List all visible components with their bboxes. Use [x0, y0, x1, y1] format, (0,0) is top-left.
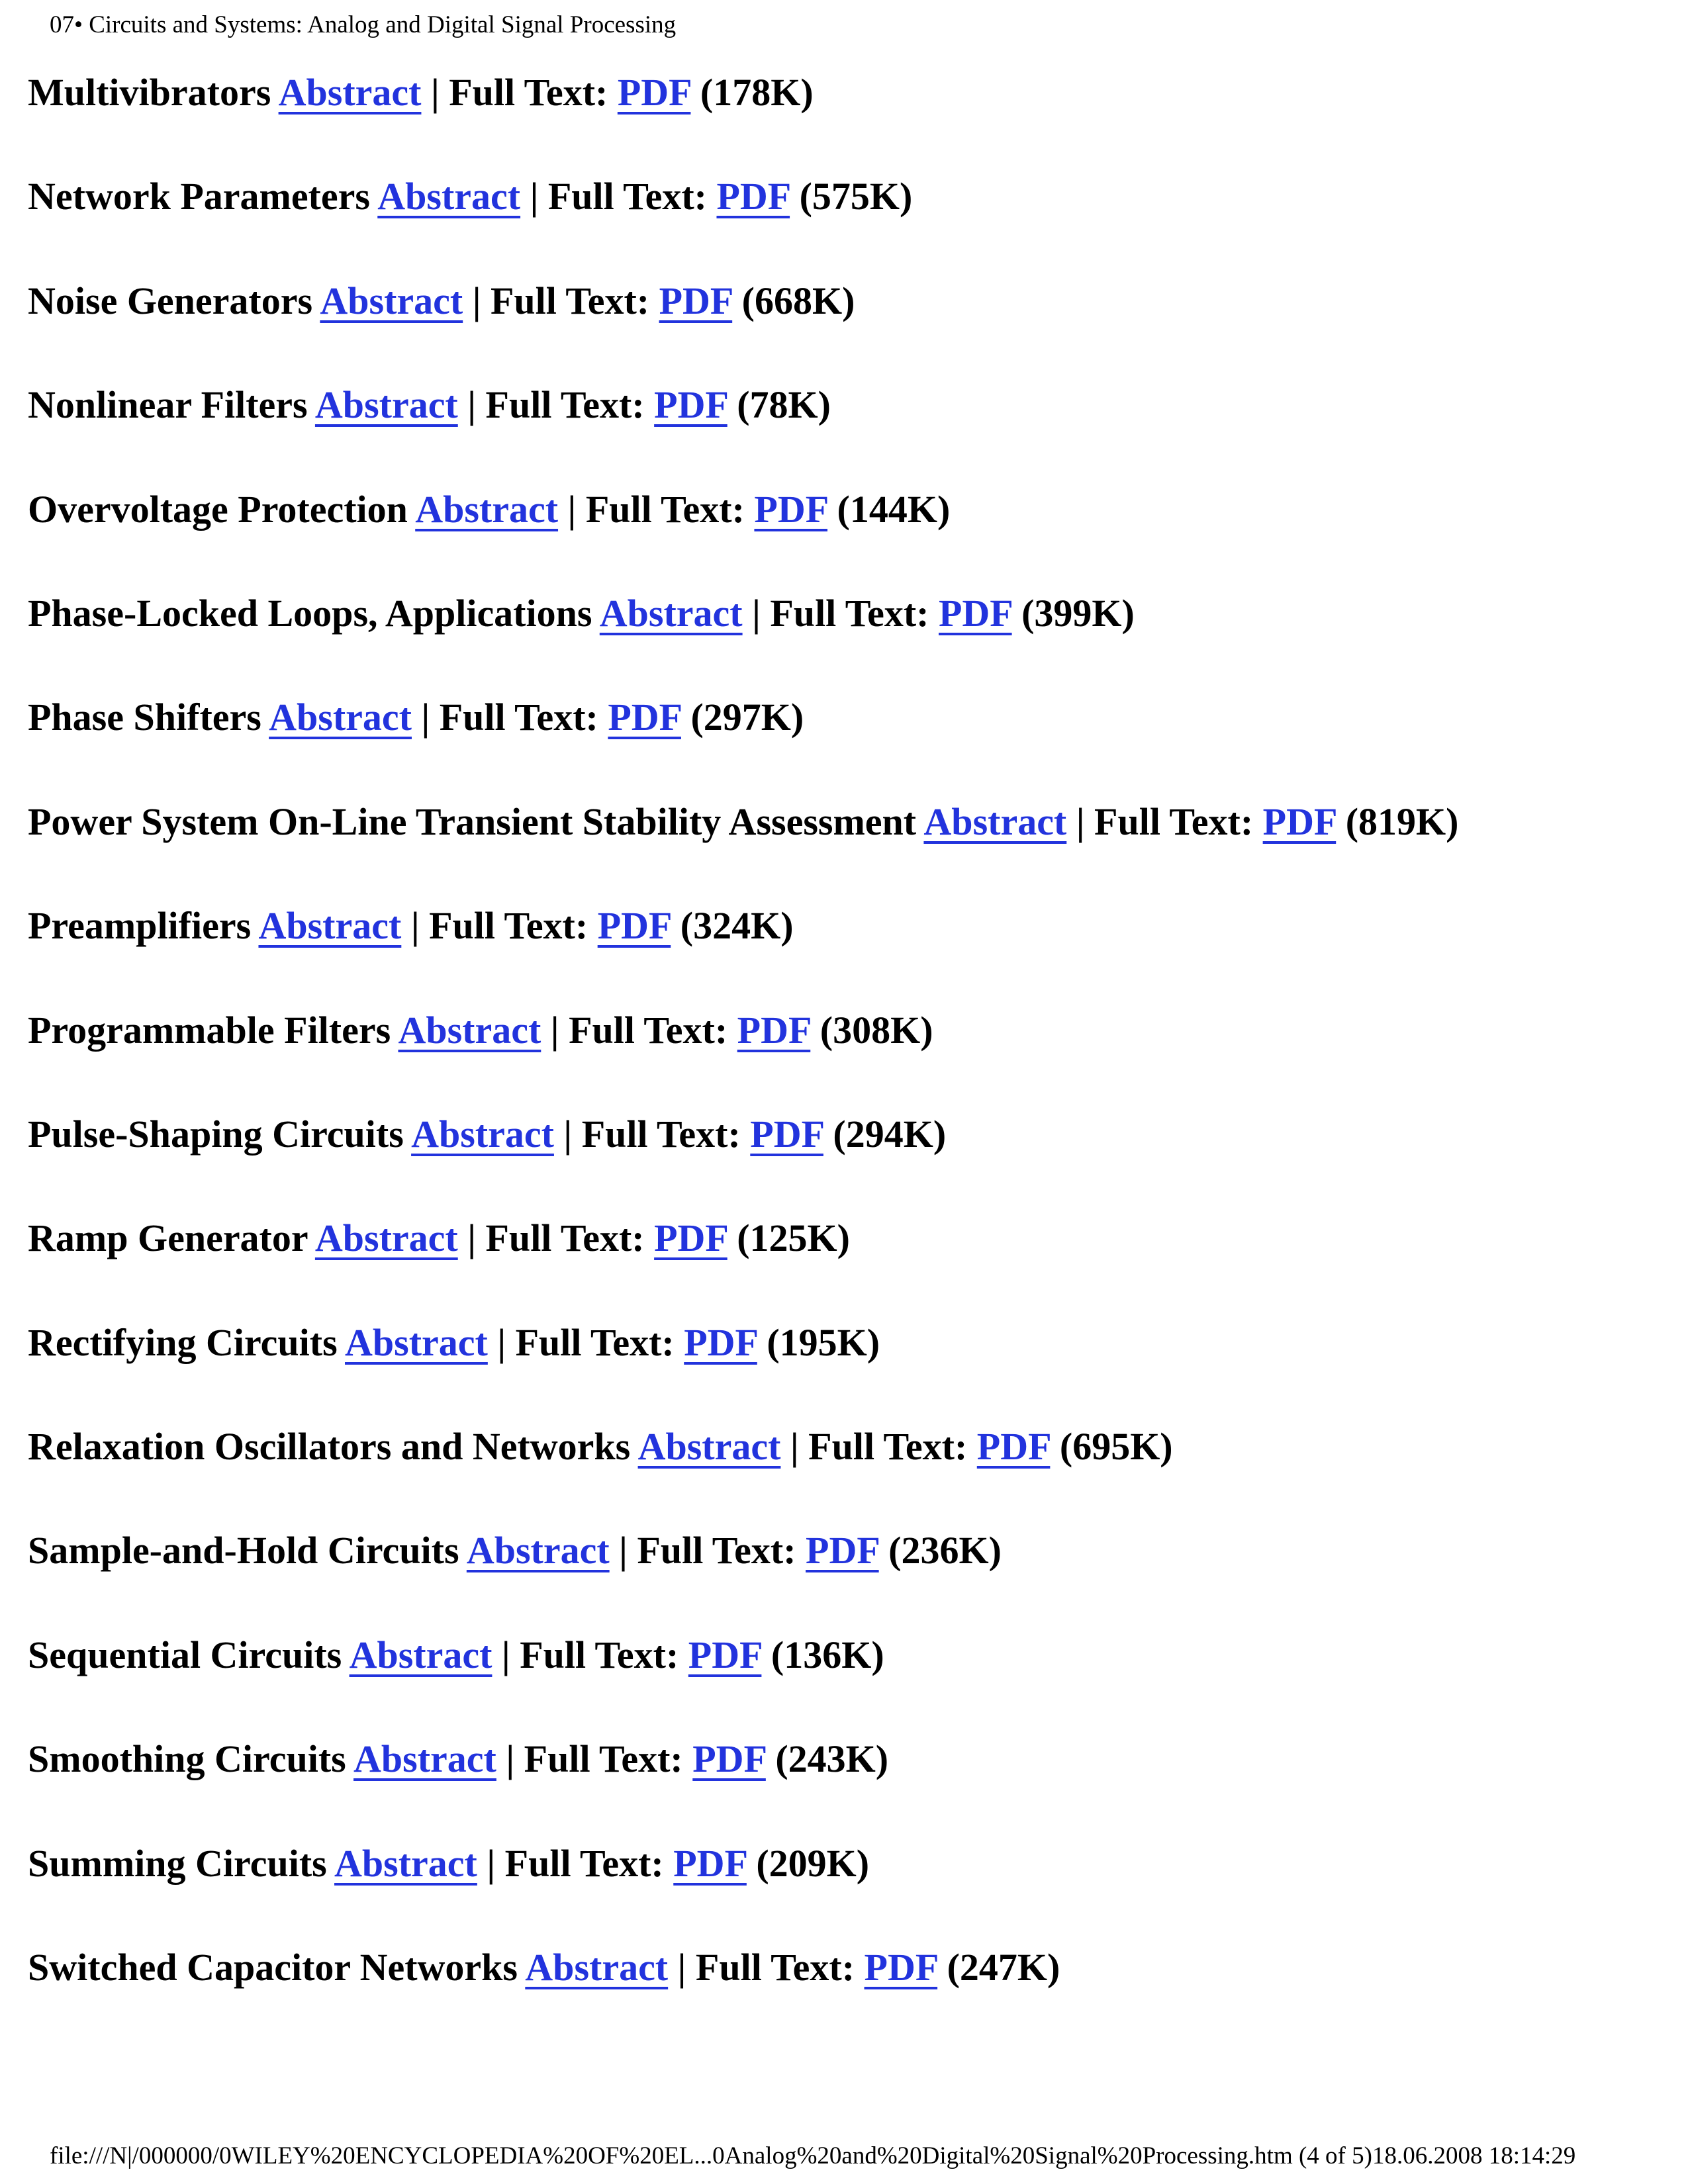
list-item — [28, 691, 1656, 795]
abstract-link[interactable]: Abstract — [334, 1841, 477, 1885]
list-item — [28, 1733, 1656, 1837]
list-item — [28, 796, 1656, 899]
entry-title: Nonlinear Filters — [28, 383, 308, 427]
list-item — [28, 66, 1656, 170]
abstract-link[interactable]: Abstract — [345, 1320, 488, 1364]
pdf-link[interactable]: PDF — [754, 487, 828, 531]
full-text-label: | Full Text: — [501, 1633, 679, 1676]
pdf-link[interactable]: PDF — [938, 591, 1012, 635]
full-text-label: | Full Text: — [567, 487, 745, 531]
pdf-link[interactable]: PDF — [654, 383, 727, 427]
list-item — [28, 170, 1656, 274]
entry-list — [28, 66, 1656, 2045]
pdf-link[interactable]: PDF — [688, 1633, 762, 1676]
full-text-label: | Full Text: — [497, 1320, 675, 1364]
pdf-link[interactable]: PDF — [654, 1216, 727, 1260]
entry-title: Power System On-Line Transient Stability Assessment — [28, 799, 917, 843]
full-text-label: | Full Text: — [752, 591, 929, 635]
entry-title: Phase Shifters — [28, 696, 261, 739]
full-text-label: | Full Text: — [563, 1112, 741, 1156]
full-text-label: | Full Text: — [472, 279, 650, 322]
full-text-label: | Full Text: — [467, 383, 645, 427]
pdf-link[interactable]: PDF — [673, 1841, 747, 1885]
list-item — [28, 587, 1656, 691]
entry-title: Rectifying Circuits — [28, 1320, 338, 1364]
full-text-label: | Full Text: — [410, 904, 588, 948]
entry-title: Relaxation Oscillators and Networks — [28, 1425, 631, 1469]
list-item — [28, 1004, 1656, 1108]
pdf-link[interactable]: PDF — [976, 1425, 1051, 1469]
full-text-label: | Full Text: — [487, 1841, 664, 1885]
entry-title: Network Parameters — [28, 175, 370, 218]
file-size: (668K) — [741, 279, 855, 322]
entry-title: Overvoltage Protection — [28, 487, 408, 531]
full-text-label: | Full Text: — [421, 696, 598, 739]
abstract-link[interactable]: Abstract — [349, 1633, 492, 1676]
list-item — [28, 1108, 1656, 1212]
file-size: (78K) — [737, 383, 831, 427]
entry-title: Preamplifiers — [28, 904, 252, 948]
full-text-label: | Full Text: — [619, 1529, 796, 1572]
file-size: (125K) — [737, 1216, 850, 1260]
abstract-link[interactable]: Abstract — [411, 1112, 554, 1156]
entry-title: Sample-and-Hold Circuits — [28, 1529, 459, 1572]
file-size: (324K) — [680, 904, 794, 948]
pdf-link[interactable]: PDF — [716, 175, 790, 218]
full-text-label: | Full Text: — [506, 1737, 683, 1781]
pdf-link[interactable]: PDF — [684, 1320, 757, 1364]
abstract-link[interactable]: Abstract — [269, 696, 412, 739]
abstract-link[interactable]: Abstract — [314, 383, 458, 427]
file-size: (136K) — [771, 1633, 884, 1676]
list-item — [28, 483, 1656, 587]
abstract-link[interactable]: Abstract — [353, 1737, 496, 1781]
file-size: (247K) — [947, 1946, 1060, 1989]
list-item — [28, 1420, 1656, 1524]
pdf-link[interactable]: PDF — [864, 1946, 938, 1989]
list-item — [28, 275, 1656, 379]
full-text-label: | Full Text: — [677, 1946, 855, 1989]
list-item — [28, 1524, 1656, 1628]
entry-title: Pulse-Shaping Circuits — [28, 1112, 404, 1156]
file-size: (399K) — [1021, 591, 1135, 635]
entry-title: Switched Capacitor Networks — [28, 1946, 518, 1989]
file-size: (243K) — [775, 1737, 889, 1781]
pdf-link[interactable]: PDF — [597, 904, 671, 948]
pdf-link[interactable]: PDF — [617, 71, 691, 114]
abstract-link[interactable]: Abstract — [320, 279, 463, 322]
abstract-link[interactable]: Abstract — [377, 175, 521, 218]
entry-title: Sequential Circuits — [28, 1633, 342, 1676]
full-text-label: | Full Text: — [530, 175, 707, 218]
file-size: (819K) — [1345, 799, 1459, 843]
list-item — [28, 1212, 1656, 1316]
file-size: (144K) — [837, 487, 951, 531]
entry-title: Smoothing Circuits — [28, 1737, 346, 1781]
abstract-link[interactable]: Abstract — [637, 1425, 781, 1469]
abstract-link[interactable]: Abstract — [466, 1529, 610, 1572]
file-size: (695K) — [1059, 1425, 1173, 1469]
abstract-link[interactable]: Abstract — [599, 591, 743, 635]
entry-title: Noise Generators — [28, 279, 313, 322]
abstract-link[interactable]: Abstract — [278, 71, 422, 114]
page-footer: file:///N|/000000/0WILEY%20ENCYCLOPEDIA%20OF%20EL...0Analog%20and%20Digital%20Signal%20Processing.htm (4 of 5)18.06.2008 18:14:29 — [50, 2142, 1576, 2169]
list-item — [28, 1629, 1656, 1733]
full-text-label: | Full Text: — [467, 1216, 645, 1260]
pdf-link[interactable]: PDF — [806, 1529, 879, 1572]
entry-title: Phase-Locked Loops, Applications — [28, 591, 592, 635]
pdf-link[interactable]: PDF — [659, 279, 733, 322]
list-item — [28, 1941, 1656, 2045]
file-size: (575K) — [799, 175, 913, 218]
list-item — [28, 1837, 1656, 1941]
pdf-link[interactable]: PDF — [737, 1008, 811, 1052]
abstract-link[interactable]: Abstract — [525, 1946, 669, 1989]
pdf-link[interactable]: PDF — [1262, 799, 1336, 843]
abstract-link[interactable]: Abstract — [314, 1216, 458, 1260]
pdf-link[interactable]: PDF — [692, 1737, 766, 1781]
file-size: (294K) — [833, 1112, 947, 1156]
abstract-link[interactable]: Abstract — [258, 904, 402, 948]
file-size: (297K) — [690, 696, 804, 739]
file-size: (195K) — [767, 1320, 880, 1364]
entry-title: Programmable Filters — [28, 1008, 391, 1052]
page-header: 07• Circuits and Systems: Analog and Digital Signal Processing — [50, 11, 677, 38]
abstract-link[interactable]: Abstract — [923, 799, 1067, 843]
full-text-label: | Full Text: — [790, 1425, 968, 1469]
full-text-label: | Full Text: — [550, 1008, 728, 1052]
list-item — [28, 379, 1656, 482]
file-size: (209K) — [756, 1841, 870, 1885]
entry-title: Summing Circuits — [28, 1841, 327, 1885]
full-text-label: | Full Text: — [430, 71, 608, 114]
list-item — [28, 1316, 1656, 1420]
full-text-label: | Full Text: — [1076, 799, 1254, 843]
file-size: (308K) — [820, 1008, 933, 1052]
list-item — [28, 899, 1656, 1003]
entry-title: Ramp Generator — [28, 1216, 308, 1260]
file-size: (236K) — [888, 1529, 1002, 1572]
pdf-link[interactable]: PDF — [750, 1112, 823, 1156]
entry-title: Multivibrators — [28, 71, 271, 114]
file-size: (178K) — [700, 71, 814, 114]
abstract-link[interactable]: Abstract — [398, 1008, 541, 1052]
abstract-link[interactable]: Abstract — [415, 487, 559, 531]
pdf-link[interactable]: PDF — [608, 696, 681, 739]
